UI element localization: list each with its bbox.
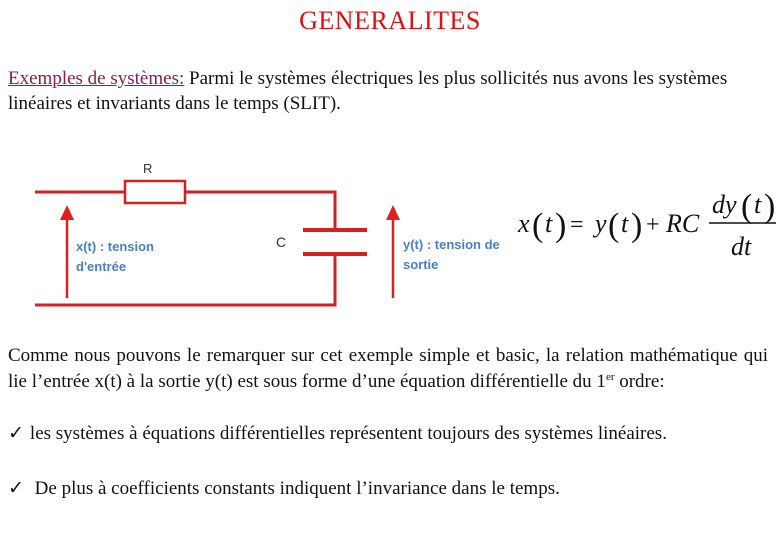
output-label-line2: sortie <box>403 257 439 272</box>
paragraph-superscript: er <box>605 371 615 383</box>
eq-paren-open-2: ( <box>608 207 620 244</box>
checkmark-icon: ✓ <box>8 478 24 499</box>
eq-y: y <box>595 209 607 238</box>
intro-text: Parmi le systèmes électriques les plus sollicités nus avons les systèmes linéaires et invariants dans le temps (SLIT). <box>8 68 728 114</box>
resistor-symbol <box>125 181 185 203</box>
capacitor-symbol <box>303 230 367 254</box>
intro-paragraph <box>8 66 772 116</box>
eq-t1: t <box>545 209 553 238</box>
explanation-paragraph <box>8 343 768 395</box>
eq-t2: t <box>621 209 629 238</box>
rc-circuit-diagram <box>0 150 780 320</box>
output-arrow-icon <box>386 205 400 298</box>
eq-paren-open-3: ( <box>741 188 753 225</box>
paragraph-main: Comme nous pouvons le remarquer sur cet exemple simple et basic, la relation mathématique qui lie l’entrée x(t) à la sortie y(t) est sous forme d’une équation différentielle du 1 <box>8 345 768 392</box>
intro-lead: Exemples de systèmes: <box>8 68 185 89</box>
bullet-item-invariance <box>8 477 560 500</box>
eq-paren-open-1: ( <box>532 207 544 244</box>
eq-rc: RC <box>666 209 700 238</box>
paragraph-end: ordre: <box>614 371 665 392</box>
eq-equals: = <box>570 212 584 238</box>
bullet-text-linear: les systèmes à équations différentielles représentent toujours des systèmes linéaires. <box>29 423 667 444</box>
checkmark-icon: ✓ <box>8 423 24 444</box>
resistor-label: R <box>143 161 153 176</box>
eq-t3: t <box>754 190 762 219</box>
capacitor-label: C <box>276 234 287 250</box>
bullet-item-linear <box>8 422 667 445</box>
eq-paren-close-1: ) <box>555 207 567 244</box>
eq-paren-close-3: ) <box>764 188 776 225</box>
page-title: GENERALITES <box>299 6 481 35</box>
input-arrow-icon <box>60 205 74 298</box>
differential-equation <box>517 188 776 261</box>
eq-dy: dy <box>712 190 737 219</box>
input-label-line2: d'entrée <box>76 259 127 274</box>
output-label-line1: y(t) : tension de <box>403 237 500 252</box>
input-label-line1: x(t) : tension <box>76 239 154 254</box>
eq-dt: dt <box>731 232 752 261</box>
eq-paren-close-2: ) <box>631 207 643 244</box>
bullet-text-invariance: De plus à coefficients constants indiquent l’invariance dans le temps. <box>29 478 560 499</box>
eq-x: x <box>518 209 530 238</box>
eq-plus: + <box>646 212 660 238</box>
